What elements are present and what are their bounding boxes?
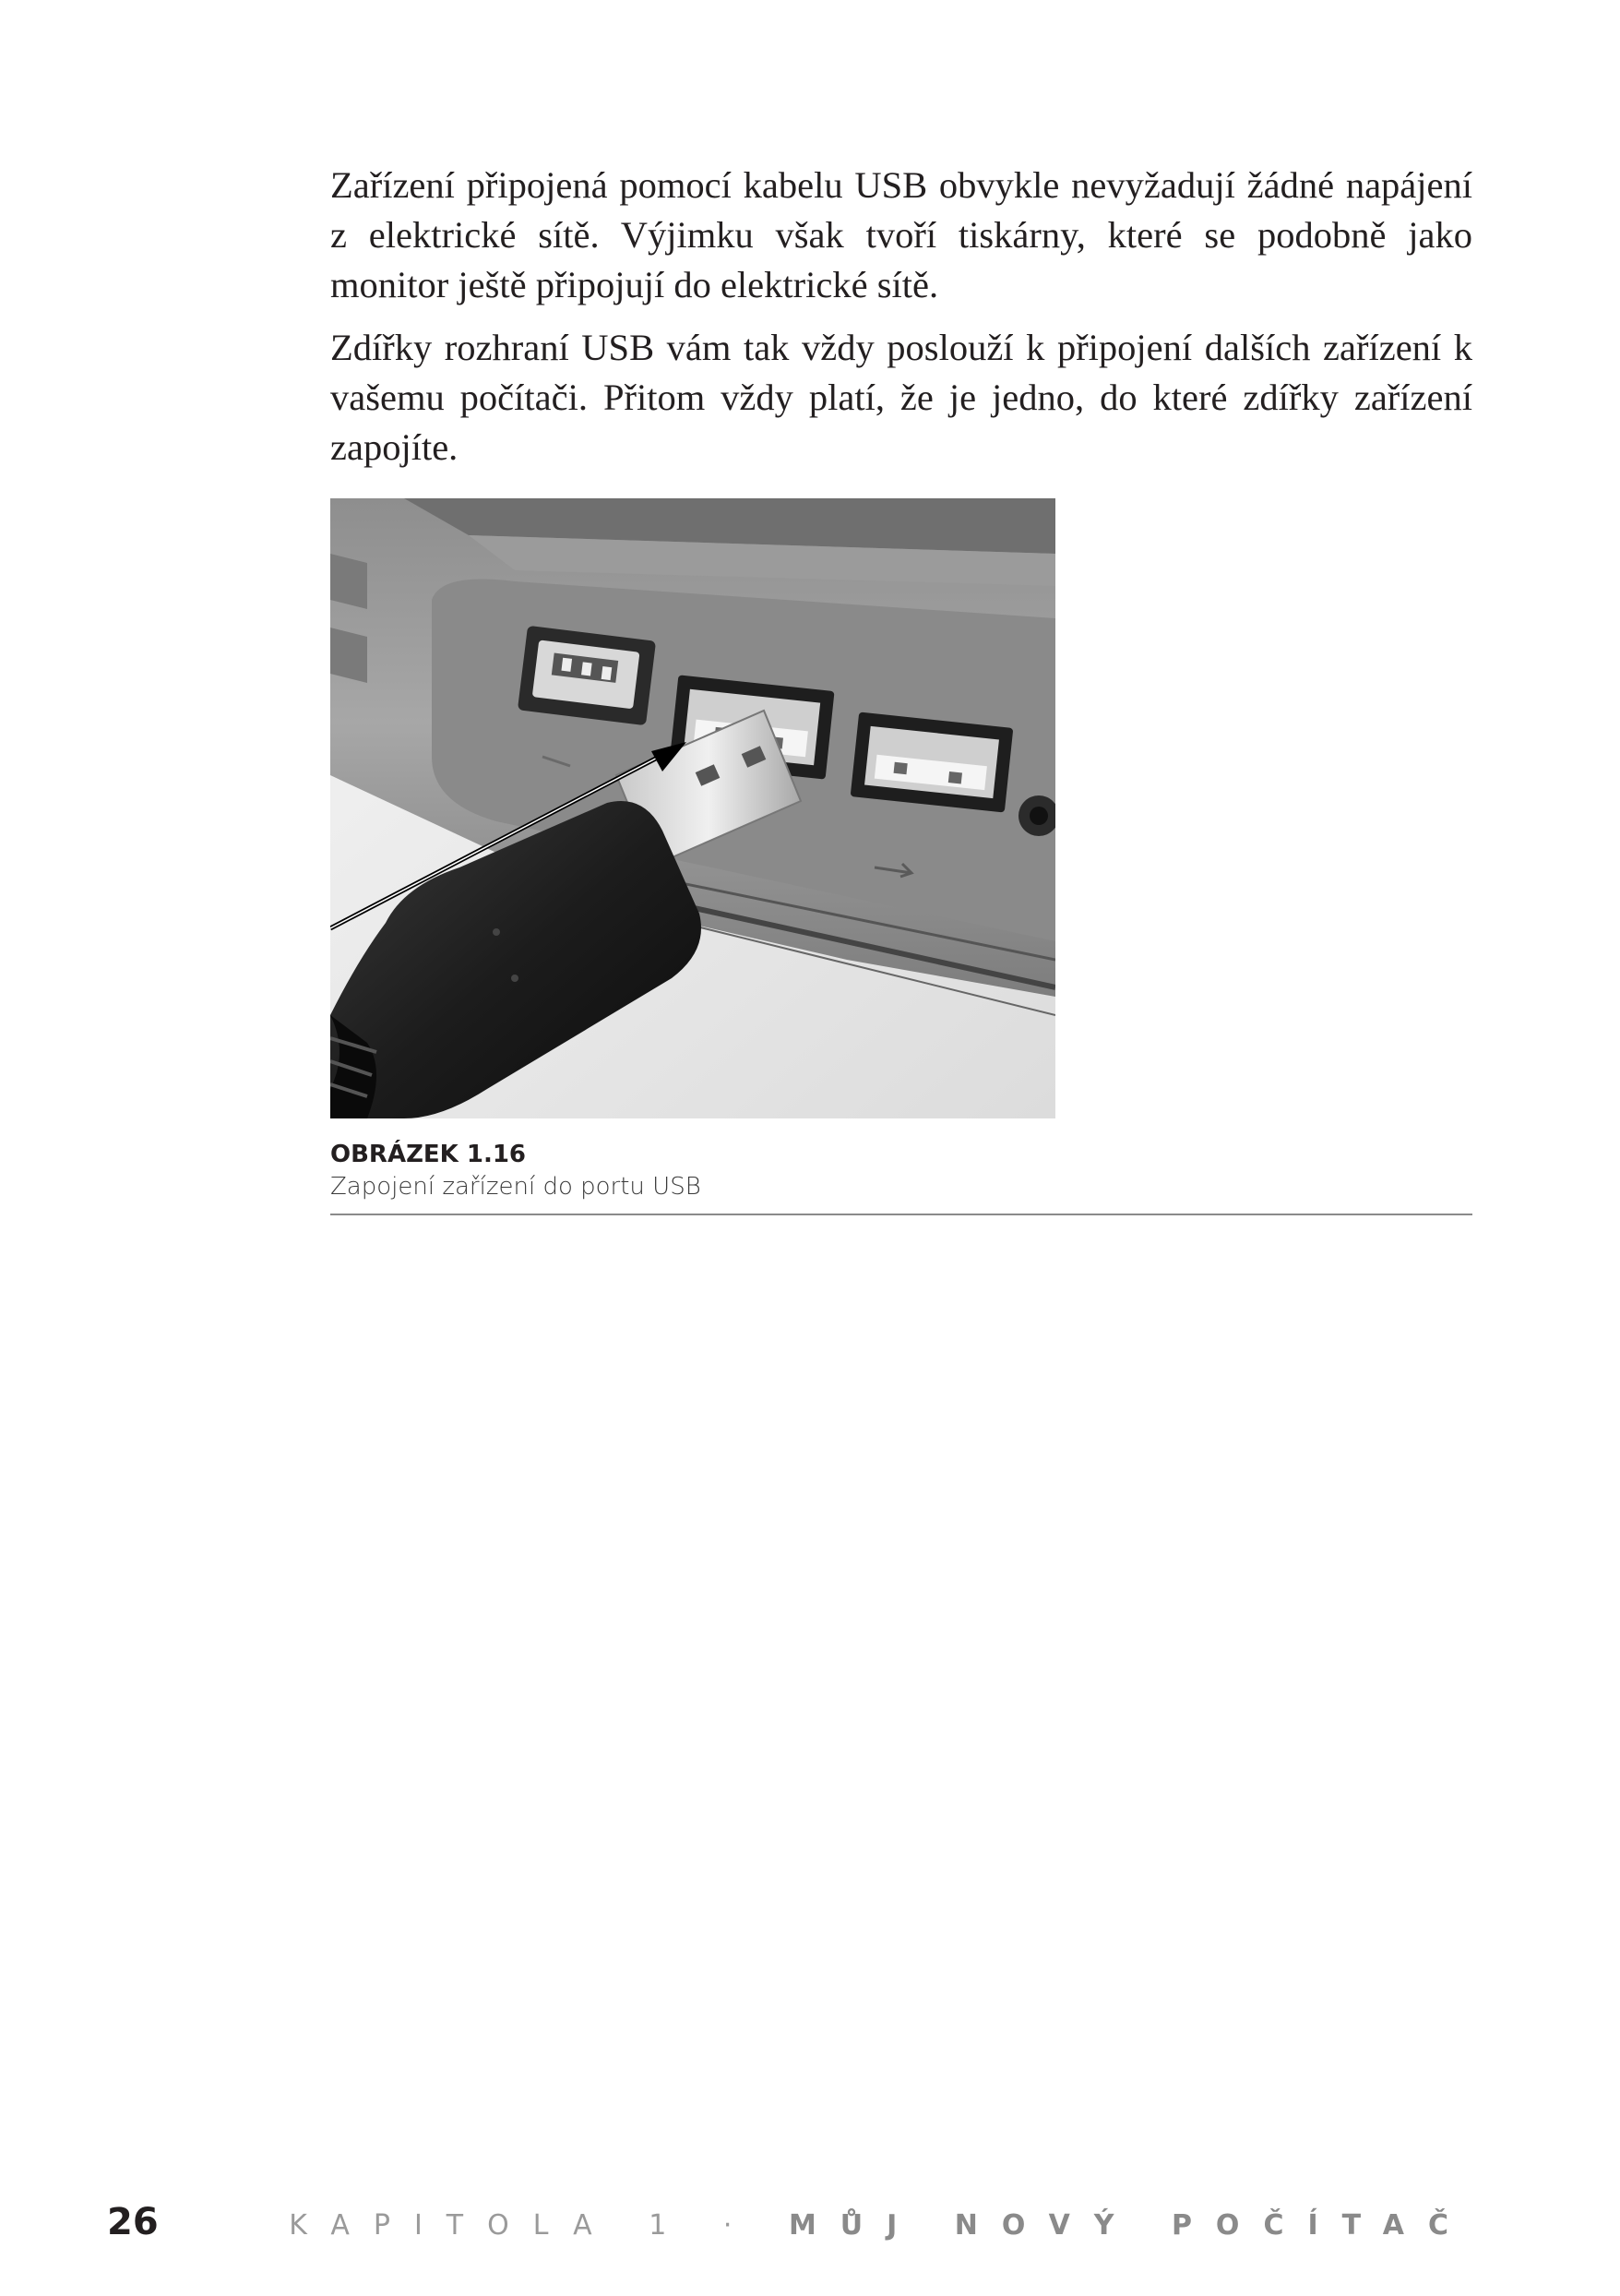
- paragraph-1: Zařízení připojená pomocí kabelu USB obvykle nevyžadují žádné napájení z elektrické sítě. Výjimku však tvoří tiskárny, které se podobně jako monitor ještě připojují do elektrické sítě.: [330, 164, 1472, 305]
- firewire-port: [518, 626, 656, 725]
- figure-caption: [330, 1139, 1472, 1203]
- page-number: 26: [107, 2201, 159, 2243]
- footer-title: MŮJ NOVÝ POČÍTAČ: [788, 2209, 1472, 2242]
- caption-divider: [330, 1214, 1472, 1215]
- body-text: [330, 161, 1472, 485]
- usb-port-photo: [330, 498, 1055, 1118]
- figure-usb-photo: [330, 498, 1055, 1118]
- footer-separator: ·: [722, 2209, 756, 2242]
- figure-caption-text: Zapojení zařízení do portu USB: [330, 1173, 701, 1201]
- footer-chapter: KAPITOLA 1: [289, 2209, 691, 2242]
- paragraph-2: Zdířky rozhraní USB vám tak vždy poslouží k připojení dalších zařízení k vašemu počítači. Přitom vždy platí, že je jedno, do které zdířky zařízení zapojíte.: [330, 327, 1472, 468]
- figure-label: OBRÁZEK 1.16: [330, 1141, 527, 1168]
- running-footer: [289, 2207, 1472, 2244]
- usb-port-2: [851, 712, 1014, 812]
